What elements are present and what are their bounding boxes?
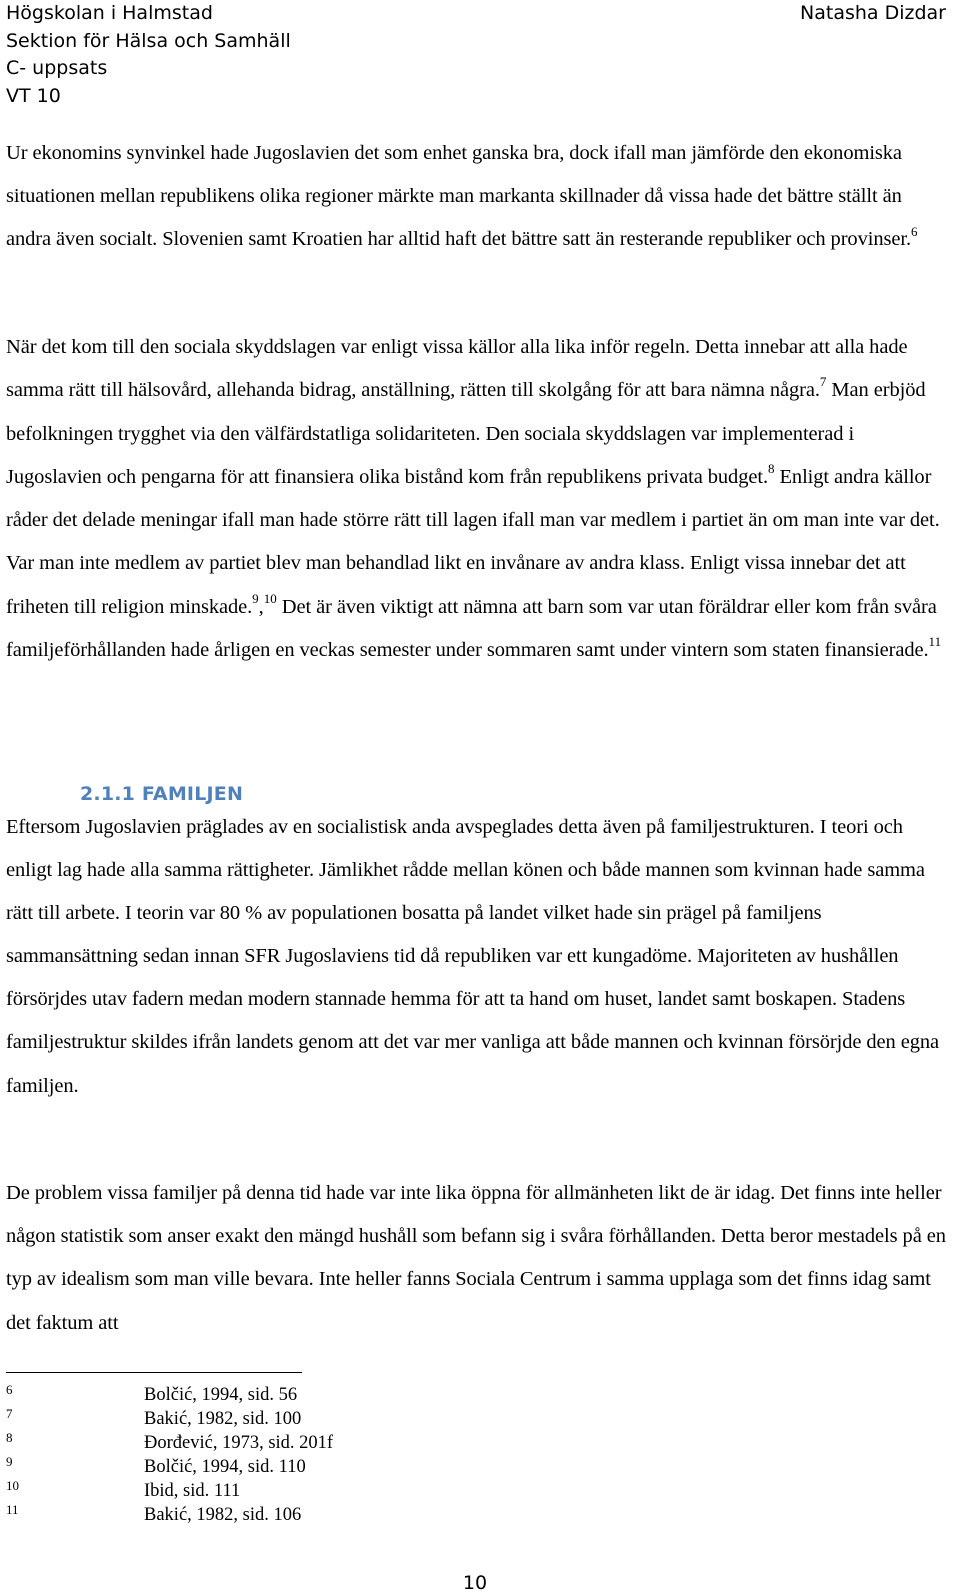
footnote-ref-8[interactable]: 8 [767, 461, 775, 477]
footnote-number: 10 [6, 1478, 19, 1493]
paragraph-text: Ur ekonomins synvinkel hade Jugoslavien det som enhet ganska bra, dock ifall man jämförde den ekonomiska situationen mellan republikens olika regioner märkte man markanta skillnader då vissa hade det bättre ställt än andra även socialt. Slovenien samt Kroatien har alltid haft det bättre satt än resterande republiker och provinser. [6, 142, 911, 251]
footnote-text: Bakić, 1982, sid. 106 [144, 1505, 302, 1525]
footnote-text: Đorđević, 1973, sid. 201f [144, 1433, 334, 1453]
page-number: 10 [462, 1572, 488, 1594]
footnote-text: Bolčić, 1994, sid. 110 [144, 1457, 306, 1477]
header-term: VT 10 [6, 84, 61, 107]
paragraph-text: Man erbjöd befolkningen trygghet via den välfärdstatliga solidariteten. Den sociala skyddslagen var implementerad i Jugoslavien och pengarna för att finansiera olika bistånd kom från republikens privata budget. [6, 379, 926, 488]
footnote-text: Bakić, 1982, sid. 100 [144, 1409, 302, 1429]
footnote-item [6, 1478, 506, 1502]
footnote-ref-7[interactable]: 7 [819, 374, 827, 390]
header-section: Sektion för Hälsa och Samhäll [6, 29, 291, 52]
footnote-text: Ibid, sid. 111 [144, 1481, 241, 1501]
footnote-number: 8 [6, 1430, 13, 1445]
paragraph-text: När det kom till den sociala skyddslagen var enligt vissa källor alla lika inför regeln. Detta innebar att alla hade samma rätt till hälsovård, allehanda bidrag, anställning, rätten till skolgång för att bara nämna några. [6, 336, 908, 402]
footnote-item [6, 1454, 506, 1478]
paragraph-text: Eftersom Jugoslavien präglades av en socialistisk anda avspeglades detta även på familjestrukturen. I teori och enligt lag hade alla samma rättigheter. Jämlikhet rådde mellan könen och både mannen som kvinnan hade samma rätt till arbete. I teorin var 80 % av populationen bosatta på landet vilket hade sin prägel på familjens sammansättning sedan innan SFR Jugoslaviens tid då republiken var ett kungadöme. Majoriteten av hushållen försörjdes utav fadern medan modern stannade hemma för att ta hand om huset, landet samt boskapen. Stadens familjestruktur skildes ifrån landets genom att det var mer vanliga att både mannen och kvinnan försörjde den egna familjen. [6, 816, 940, 1097]
footnote-ref-10[interactable]: 10 [263, 590, 277, 606]
footnote-number: 9 [6, 1454, 13, 1469]
footnote-item [6, 1406, 506, 1430]
paragraph-economy [6, 132, 950, 262]
header-author: Natasha Dizdar [800, 2, 946, 24]
header-institution: Högskolan i Halmstad [6, 2, 213, 24]
section-heading: 2.1.1 FAMILJEN [80, 783, 244, 805]
paragraph-social-protection [6, 326, 950, 672]
running-header-right [800, 0, 946, 28]
footnote-number: 7 [6, 1406, 13, 1421]
footnote-item [6, 1382, 506, 1406]
footnote-number: 6 [6, 1382, 13, 1397]
footnote-item [6, 1430, 506, 1454]
footnote-number: 11 [6, 1502, 19, 1517]
footnote-ref-9[interactable]: 9 [252, 590, 259, 606]
footnote-ref-11[interactable]: 11 [928, 634, 942, 650]
footnote-ref-6[interactable]: 6 [910, 223, 918, 239]
footnote-text: Bolčić, 1994, sid. 56 [144, 1385, 298, 1405]
paragraph-text: Enligt andra källor råder det delade meningar ifall man hade större rätt till lagen ifall man var medlem i partiet än om man inte var det. Var man inte medlem av partiet blev man behandlad likt en invånare av andra klass. Enligt vissa innebar det att friheten till religion minskade. [6, 465, 940, 618]
footnote-item [6, 1502, 506, 1526]
running-header-left [6, 0, 291, 110]
paragraph-text: De problem vissa familjer på denna tid hade var inte lika öppna för allmänheten likt de är idag. Det finns inte heller någon statistik som anser exakt den mängd hushåll som befann sig i svåra förhållanden. Detta beror mestadels på en typ av idealism som man ville bevara. Inte heller fanns Sociala Centrum i samma upplaga som det finns idag samt det faktum att [6, 1182, 946, 1334]
paragraph-family-problems [6, 1172, 950, 1345]
footnote-ref-separator: , [258, 595, 264, 618]
paragraph-text: Det är även viktigt att nämna att barn som var utan föräldrar eller kom från svåra familjeförhållanden hade årligen en veckas semester under sommaren samt under vintern som staten finansierade. [6, 595, 937, 662]
paragraph-family-structure [6, 806, 950, 1108]
footnotes [6, 1382, 506, 1526]
header-document-type: C- uppsats [6, 57, 108, 79]
footnote-separator [6, 1372, 302, 1373]
